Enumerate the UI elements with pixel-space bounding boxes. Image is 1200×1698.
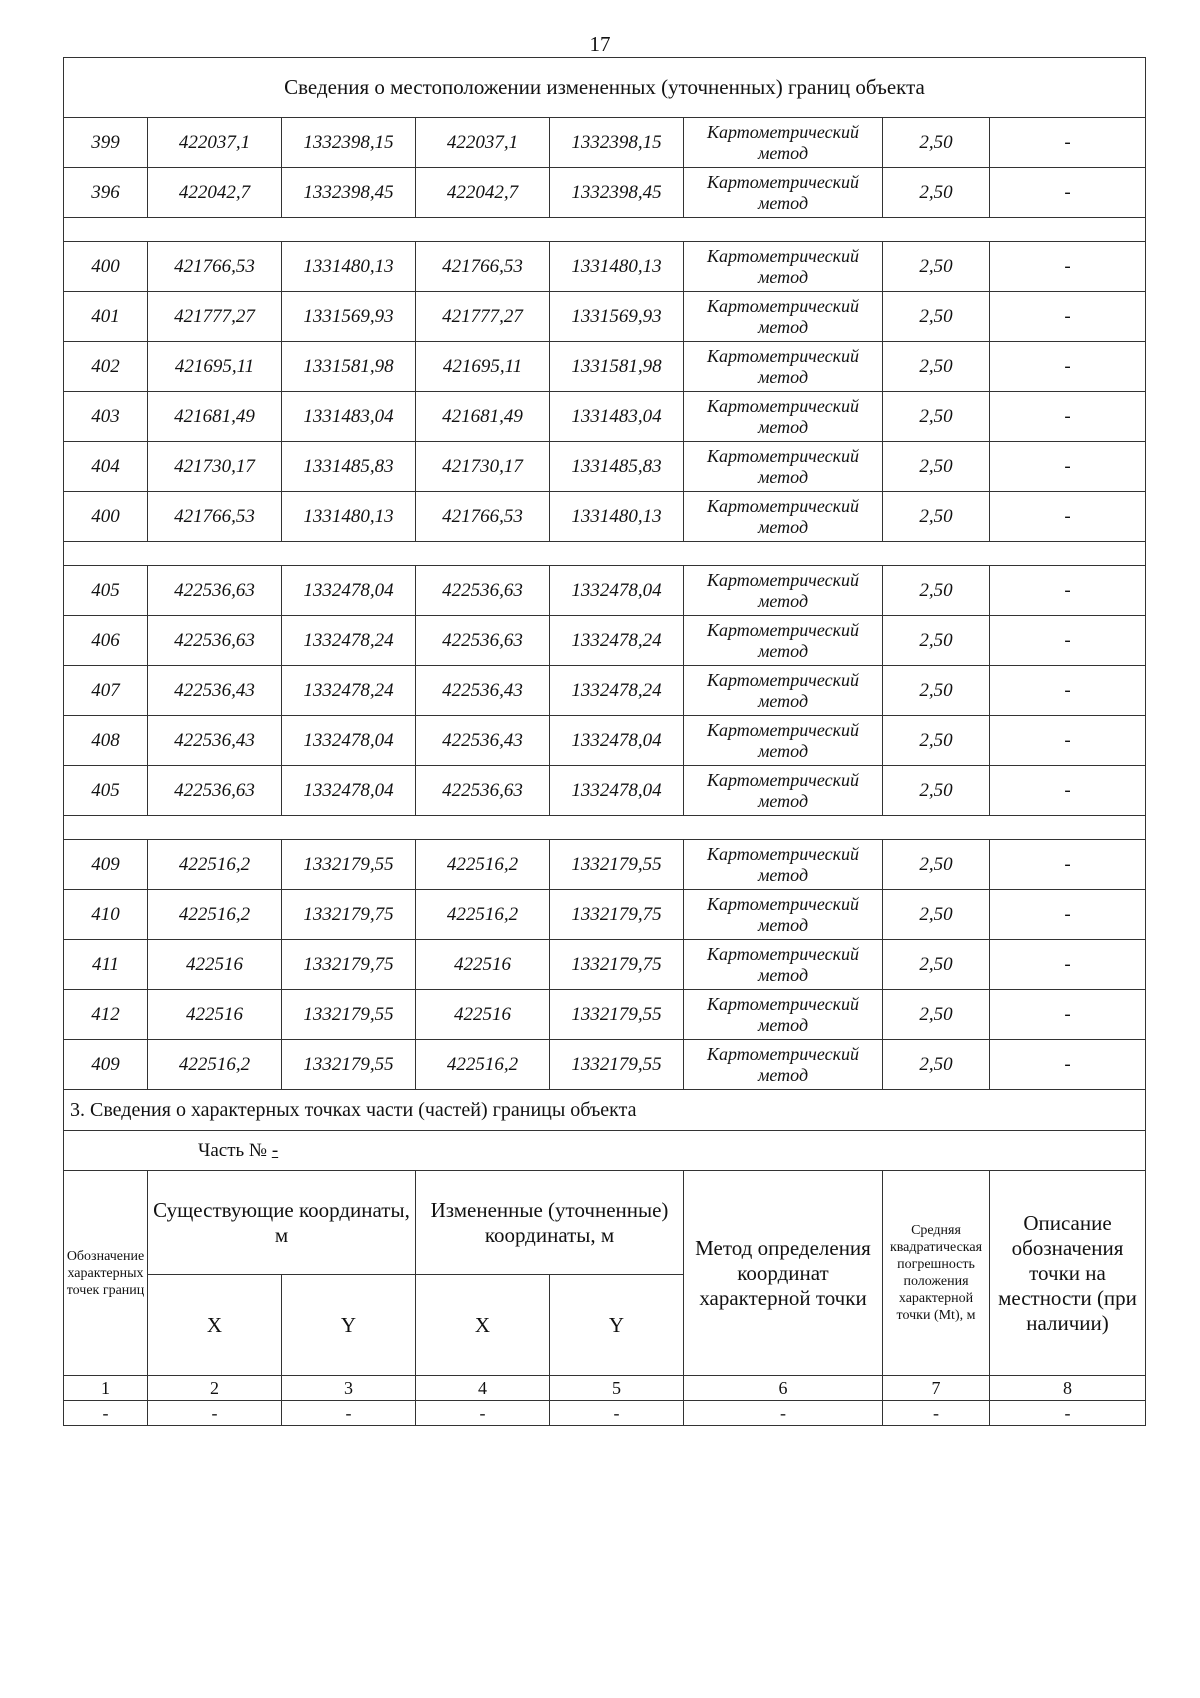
error-cell: 2,50 bbox=[883, 566, 990, 616]
description-cell: - bbox=[990, 666, 1146, 716]
changed-y-cell: 1332478,04 bbox=[550, 566, 684, 616]
changed-x-cell: 422536,63 bbox=[416, 616, 550, 666]
header-point-designation: Обозначение характерных точек границ bbox=[64, 1171, 148, 1376]
separator-cell bbox=[64, 542, 1146, 566]
description-cell: - bbox=[990, 890, 1146, 940]
part-number-row bbox=[64, 1131, 1146, 1171]
boundary-table bbox=[63, 57, 1146, 1426]
description-cell: - bbox=[990, 716, 1146, 766]
method-cell bbox=[684, 292, 883, 342]
method-cell bbox=[684, 840, 883, 890]
description-cell: - bbox=[990, 492, 1146, 542]
method-cell bbox=[684, 1040, 883, 1090]
table-row bbox=[64, 766, 1146, 816]
method-line: метод bbox=[757, 316, 809, 337]
table-row bbox=[64, 1040, 1146, 1090]
existing-x-cell: 421730,17 bbox=[148, 442, 282, 492]
method-line: Картометрический bbox=[706, 669, 859, 690]
changed-x-cell: 422037,1 bbox=[416, 118, 550, 168]
point-number-cell: 402 bbox=[64, 342, 148, 392]
empty-cell: - bbox=[550, 1401, 684, 1426]
error-cell: 2,50 bbox=[883, 168, 990, 218]
changed-y-cell: 1331480,13 bbox=[550, 492, 684, 542]
method-line: Картометрический bbox=[706, 769, 859, 790]
existing-y-cell: 1332478,04 bbox=[282, 766, 416, 816]
column-number-row bbox=[64, 1376, 1146, 1401]
method-line: метод bbox=[757, 516, 809, 537]
error-cell: 2,50 bbox=[883, 118, 990, 168]
existing-y-cell: 1331480,13 bbox=[282, 492, 416, 542]
changed-x-cell: 421766,53 bbox=[416, 492, 550, 542]
changed-x-cell: 422042,7 bbox=[416, 168, 550, 218]
method-cell bbox=[684, 890, 883, 940]
method-line: Картометрический bbox=[706, 943, 859, 964]
table-row bbox=[64, 616, 1146, 666]
error-cell: 2,50 bbox=[883, 990, 990, 1040]
description-cell: - bbox=[990, 442, 1146, 492]
group-separator-row bbox=[64, 218, 1146, 242]
header-point-description: Описание обозначения точки на местности (при наличии) bbox=[990, 1171, 1146, 1376]
method-line: Картометрический bbox=[706, 345, 859, 366]
existing-x-cell: 422516,2 bbox=[148, 840, 282, 890]
description-cell: - bbox=[990, 566, 1146, 616]
description-cell: - bbox=[990, 292, 1146, 342]
existing-y-cell: 1332179,75 bbox=[282, 890, 416, 940]
existing-x-cell: 422042,7 bbox=[148, 168, 282, 218]
description-cell: - bbox=[990, 118, 1146, 168]
table-row bbox=[64, 118, 1146, 168]
description-cell: - bbox=[990, 940, 1146, 990]
existing-y-cell: 1331581,98 bbox=[282, 342, 416, 392]
method-line: Картометрический bbox=[706, 121, 859, 142]
table-row bbox=[64, 492, 1146, 542]
point-number-cell: 399 bbox=[64, 118, 148, 168]
method-line: метод bbox=[757, 864, 809, 885]
page-number: 17 bbox=[589, 32, 611, 56]
section-heading: 3. Сведения о характерных точках части (частей) границы объекта bbox=[64, 1090, 1146, 1131]
method-line: Картометрический bbox=[706, 843, 859, 864]
existing-x-cell: 421695,11 bbox=[148, 342, 282, 392]
error-cell: 2,50 bbox=[883, 342, 990, 392]
column-number: 6 bbox=[684, 1376, 883, 1401]
changed-x-cell: 422536,43 bbox=[416, 716, 550, 766]
error-cell: 2,50 bbox=[883, 442, 990, 492]
table-title: Сведения о местоположении измененных (уточненных) границ объекта bbox=[64, 58, 1146, 118]
changed-x-cell: 421695,11 bbox=[416, 342, 550, 392]
point-number-cell: 410 bbox=[64, 890, 148, 940]
empty-cell: - bbox=[282, 1401, 416, 1426]
changed-y-cell: 1331480,13 bbox=[550, 242, 684, 292]
existing-y-cell: 1332179,55 bbox=[282, 1040, 416, 1090]
table-row bbox=[64, 666, 1146, 716]
table-row bbox=[64, 990, 1146, 1040]
method-line: метод bbox=[757, 690, 809, 711]
existing-y-cell: 1332478,24 bbox=[282, 616, 416, 666]
existing-x-cell: 422516 bbox=[148, 940, 282, 990]
existing-y-cell: 1331480,13 bbox=[282, 242, 416, 292]
point-number-cell: 396 bbox=[64, 168, 148, 218]
point-number-cell: 411 bbox=[64, 940, 148, 990]
method-cell bbox=[684, 766, 883, 816]
method-line: метод bbox=[757, 740, 809, 761]
method-line: Картометрический bbox=[706, 245, 859, 266]
table-row bbox=[64, 292, 1146, 342]
table-row bbox=[64, 442, 1146, 492]
description-cell: - bbox=[990, 616, 1146, 666]
description-cell: - bbox=[990, 840, 1146, 890]
existing-y-cell: 1331483,04 bbox=[282, 392, 416, 442]
method-line: метод bbox=[757, 192, 809, 213]
point-number-cell: 406 bbox=[64, 616, 148, 666]
column-number: 4 bbox=[416, 1376, 550, 1401]
changed-y-cell: 1332179,75 bbox=[550, 940, 684, 990]
changed-x-cell: 422516 bbox=[416, 940, 550, 990]
separator-cell bbox=[64, 218, 1146, 242]
error-cell: 2,50 bbox=[883, 940, 990, 990]
error-cell: 2,50 bbox=[883, 1040, 990, 1090]
header-mean-square-error: Средняя квадратическая погрешность положения характерной точки (Mt), м bbox=[883, 1171, 990, 1376]
method-line: метод bbox=[757, 416, 809, 437]
changed-x-cell: 422536,63 bbox=[416, 566, 550, 616]
point-number-cell: 400 bbox=[64, 492, 148, 542]
method-cell bbox=[684, 118, 883, 168]
point-number-cell: 405 bbox=[64, 766, 148, 816]
changed-y-cell: 1331569,93 bbox=[550, 292, 684, 342]
method-line: Картометрический bbox=[706, 295, 859, 316]
method-line: метод bbox=[757, 790, 809, 811]
changed-x-cell: 422516,2 bbox=[416, 840, 550, 890]
changed-y-cell: 1331581,98 bbox=[550, 342, 684, 392]
method-cell bbox=[684, 392, 883, 442]
column-number: 3 bbox=[282, 1376, 416, 1401]
changed-y-cell: 1332478,24 bbox=[550, 616, 684, 666]
table-row bbox=[64, 392, 1146, 442]
changed-x-cell: 421681,49 bbox=[416, 392, 550, 442]
description-cell: - bbox=[990, 168, 1146, 218]
point-number-cell: 405 bbox=[64, 566, 148, 616]
point-number-cell: 403 bbox=[64, 392, 148, 442]
point-number-cell: 404 bbox=[64, 442, 148, 492]
column-number: 2 bbox=[148, 1376, 282, 1401]
header-existing-coordinates: Существующие координаты, м bbox=[148, 1171, 416, 1275]
method-line: Картометрический bbox=[706, 395, 859, 416]
method-line: Картометрический bbox=[706, 445, 859, 466]
empty-cell: - bbox=[684, 1401, 883, 1426]
existing-x-cell: 421766,53 bbox=[148, 492, 282, 542]
existing-x-cell: 422037,1 bbox=[148, 118, 282, 168]
existing-x-cell: 422516,2 bbox=[148, 890, 282, 940]
changed-y-cell: 1332478,24 bbox=[550, 666, 684, 716]
existing-x-cell: 421777,27 bbox=[148, 292, 282, 342]
point-number-cell: 409 bbox=[64, 1040, 148, 1090]
error-cell: 2,50 bbox=[883, 392, 990, 442]
group-separator-row bbox=[64, 542, 1146, 566]
changed-x-cell: 421766,53 bbox=[416, 242, 550, 292]
method-line: Картометрический bbox=[706, 1043, 859, 1064]
empty-cell: - bbox=[416, 1401, 550, 1426]
error-cell: 2,50 bbox=[883, 716, 990, 766]
part-label: Часть № bbox=[198, 1139, 268, 1161]
method-cell bbox=[684, 716, 883, 766]
existing-y-cell: 1332179,55 bbox=[282, 840, 416, 890]
description-cell: - bbox=[990, 766, 1146, 816]
changed-y-cell: 1332179,55 bbox=[550, 1040, 684, 1090]
existing-x-cell: 422536,43 bbox=[148, 716, 282, 766]
changed-x-cell: 422536,63 bbox=[416, 766, 550, 816]
table-row bbox=[64, 890, 1146, 940]
header-method: Метод определения координат характерной точки bbox=[684, 1171, 883, 1376]
changed-x-cell: 422536,43 bbox=[416, 666, 550, 716]
existing-y-cell: 1332179,75 bbox=[282, 940, 416, 990]
method-cell bbox=[684, 940, 883, 990]
existing-x-cell: 422536,63 bbox=[148, 566, 282, 616]
error-cell: 2,50 bbox=[883, 242, 990, 292]
point-number-cell: 400 bbox=[64, 242, 148, 292]
changed-y-cell: 1331483,04 bbox=[550, 392, 684, 442]
method-line: метод bbox=[757, 590, 809, 611]
header-x-changed: X bbox=[416, 1275, 550, 1376]
empty-cell: - bbox=[148, 1401, 282, 1426]
description-cell: - bbox=[990, 1040, 1146, 1090]
empty-cell: - bbox=[883, 1401, 990, 1426]
method-cell bbox=[684, 566, 883, 616]
existing-y-cell: 1331485,83 bbox=[282, 442, 416, 492]
existing-x-cell: 422536,43 bbox=[148, 666, 282, 716]
method-line: Картометрический bbox=[706, 719, 859, 740]
table-row bbox=[64, 342, 1146, 392]
existing-x-cell: 421681,49 bbox=[148, 392, 282, 442]
method-cell bbox=[684, 492, 883, 542]
group-separator-row bbox=[64, 816, 1146, 840]
error-cell: 2,50 bbox=[883, 492, 990, 542]
header-changed-coordinates: Измененные (уточненные) координаты, м bbox=[416, 1171, 684, 1275]
changed-x-cell: 422516,2 bbox=[416, 890, 550, 940]
point-number-cell: 401 bbox=[64, 292, 148, 342]
point-number-cell: 412 bbox=[64, 990, 148, 1040]
error-cell: 2,50 bbox=[883, 292, 990, 342]
table-row bbox=[64, 716, 1146, 766]
method-cell bbox=[684, 666, 883, 716]
changed-x-cell: 421777,27 bbox=[416, 292, 550, 342]
description-cell: - bbox=[990, 990, 1146, 1040]
method-cell bbox=[684, 168, 883, 218]
existing-y-cell: 1332478,04 bbox=[282, 566, 416, 616]
existing-x-cell: 422516,2 bbox=[148, 1040, 282, 1090]
existing-y-cell: 1332478,04 bbox=[282, 716, 416, 766]
method-line: Картометрический bbox=[706, 993, 859, 1014]
description-cell: - bbox=[990, 242, 1146, 292]
error-cell: 2,50 bbox=[883, 890, 990, 940]
table-row bbox=[64, 168, 1146, 218]
table-row bbox=[64, 242, 1146, 292]
column-number: 1 bbox=[64, 1376, 148, 1401]
method-line: Картометрический bbox=[706, 171, 859, 192]
method-line: метод bbox=[757, 1014, 809, 1035]
method-line: метод bbox=[757, 266, 809, 287]
empty-cell: - bbox=[990, 1401, 1146, 1426]
table-row bbox=[64, 940, 1146, 990]
empty-data-row bbox=[64, 1401, 1146, 1426]
method-line: метод bbox=[757, 964, 809, 985]
changed-y-cell: 1332179,75 bbox=[550, 890, 684, 940]
method-cell bbox=[684, 990, 883, 1040]
error-cell: 2,50 bbox=[883, 666, 990, 716]
description-cell: - bbox=[990, 342, 1146, 392]
existing-y-cell: 1332179,55 bbox=[282, 990, 416, 1040]
existing-y-cell: 1332398,15 bbox=[282, 118, 416, 168]
method-line: метод bbox=[757, 1064, 809, 1085]
error-cell: 2,50 bbox=[883, 840, 990, 890]
changed-x-cell: 422516 bbox=[416, 990, 550, 1040]
existing-x-cell: 422516 bbox=[148, 990, 282, 1040]
column-number: 8 bbox=[990, 1376, 1146, 1401]
column-number: 5 bbox=[550, 1376, 684, 1401]
header-y-existing: Y bbox=[282, 1275, 416, 1376]
method-line: метод bbox=[757, 366, 809, 387]
changed-y-cell: 1332398,15 bbox=[550, 118, 684, 168]
header-x-existing: X bbox=[148, 1275, 282, 1376]
method-cell bbox=[684, 442, 883, 492]
empty-cell: - bbox=[64, 1401, 148, 1426]
table-row bbox=[64, 566, 1146, 616]
method-line: метод bbox=[757, 466, 809, 487]
existing-x-cell: 422536,63 bbox=[148, 766, 282, 816]
method-line: Картометрический bbox=[706, 569, 859, 590]
method-cell bbox=[684, 342, 883, 392]
method-line: метод bbox=[757, 914, 809, 935]
changed-y-cell: 1332478,04 bbox=[550, 716, 684, 766]
changed-x-cell: 422516,2 bbox=[416, 1040, 550, 1090]
method-cell bbox=[684, 616, 883, 666]
point-number-cell: 407 bbox=[64, 666, 148, 716]
column-number: 7 bbox=[883, 1376, 990, 1401]
existing-x-cell: 421766,53 bbox=[148, 242, 282, 292]
method-line: Картометрический bbox=[706, 893, 859, 914]
method-line: Картометрический bbox=[706, 495, 859, 516]
method-line: метод bbox=[757, 142, 809, 163]
existing-y-cell: 1332398,45 bbox=[282, 168, 416, 218]
part-number-value: - bbox=[271, 1139, 279, 1161]
existing-x-cell: 422536,63 bbox=[148, 616, 282, 666]
separator-cell bbox=[64, 816, 1146, 840]
method-cell bbox=[684, 242, 883, 292]
header-y-changed: Y bbox=[550, 1275, 684, 1376]
description-cell: - bbox=[990, 392, 1146, 442]
point-number-cell: 408 bbox=[64, 716, 148, 766]
error-cell: 2,50 bbox=[883, 616, 990, 666]
changed-y-cell: 1332179,55 bbox=[550, 840, 684, 890]
changed-y-cell: 1332478,04 bbox=[550, 766, 684, 816]
point-number-cell: 409 bbox=[64, 840, 148, 890]
method-line: Картометрический bbox=[706, 619, 859, 640]
changed-y-cell: 1331485,83 bbox=[550, 442, 684, 492]
error-cell: 2,50 bbox=[883, 766, 990, 816]
existing-y-cell: 1332478,24 bbox=[282, 666, 416, 716]
changed-x-cell: 421730,17 bbox=[416, 442, 550, 492]
table-row bbox=[64, 840, 1146, 890]
method-line: метод bbox=[757, 640, 809, 661]
changed-y-cell: 1332179,55 bbox=[550, 990, 684, 1040]
existing-y-cell: 1331569,93 bbox=[282, 292, 416, 342]
changed-y-cell: 1332398,45 bbox=[550, 168, 684, 218]
